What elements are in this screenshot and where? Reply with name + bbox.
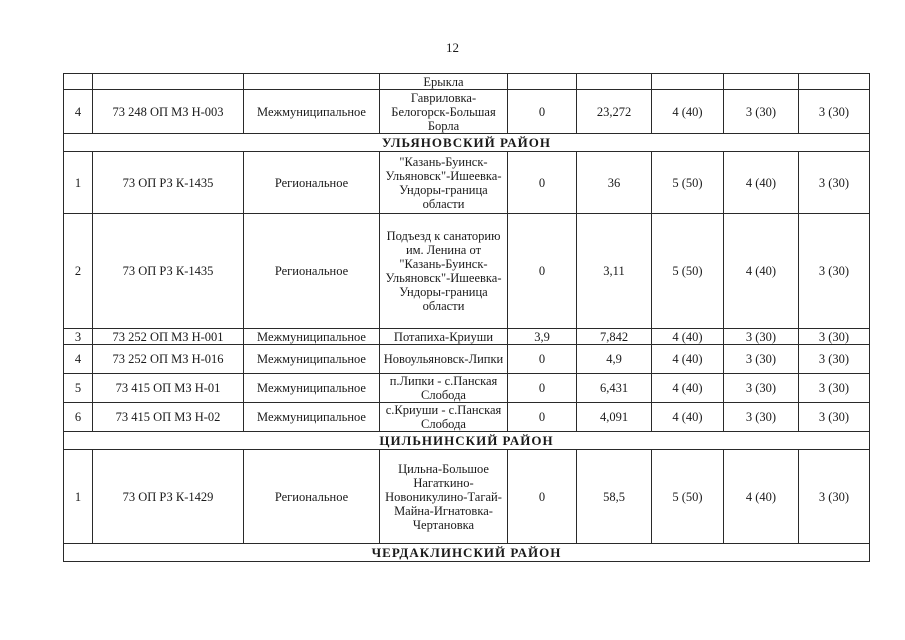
table-row	[64, 74, 870, 90]
road-name-cell: "Казань-Буинск-Ульяновск"-Ишеевка-Ундоры-граница области	[380, 152, 508, 214]
road-id-cell: 73 ОП РЗ К-1435	[93, 152, 244, 214]
length-cell: 6,431	[577, 374, 652, 403]
length-cell: 36	[577, 152, 652, 214]
road-id-cell: 73 ОП РЗ К-1435	[93, 214, 244, 329]
rating-cell: 4 (40)	[652, 374, 724, 403]
table-row	[64, 403, 870, 432]
table-row	[64, 450, 870, 544]
road-name-cell: п.Липки - с.Панская Слобода	[380, 374, 508, 403]
table-row	[64, 329, 870, 345]
rating-cell: 5 (50)	[652, 450, 724, 544]
rating-cell: 3 (30)	[724, 329, 799, 345]
road-id-cell	[93, 74, 244, 90]
rating-cell: 3 (30)	[724, 374, 799, 403]
rating-cell: 3 (30)	[799, 450, 870, 544]
length-cell: 23,272	[577, 90, 652, 134]
row-number-cell: 1	[64, 152, 93, 214]
road-type-cell: Региональное	[244, 152, 380, 214]
road-name-cell: Гавриловка-Белогорск-Большая Борла	[380, 90, 508, 134]
road-id-cell: 73 415 ОП МЗ Н-02	[93, 403, 244, 432]
value-cell: 0	[508, 345, 577, 374]
district-title: ЦИЛЬНИНСКИЙ РАЙОН	[64, 432, 870, 450]
road-id-cell: 73 248 ОП МЗ Н-003	[93, 90, 244, 134]
road-type-cell: Региональное	[244, 450, 380, 544]
road-id-cell: 73 252 ОП МЗ Н-016	[93, 345, 244, 374]
roads-table	[63, 73, 870, 562]
row-number-cell: 3	[64, 329, 93, 345]
rating-cell: 4 (40)	[724, 450, 799, 544]
road-name-cell: Подъезд к санаторию им. Ленина от "Казань-Буинск-Ульяновск"-Ишеевка-Ундоры-граница области	[380, 214, 508, 329]
rating-cell: 5 (50)	[652, 214, 724, 329]
length-cell: 4,9	[577, 345, 652, 374]
road-name-cell: Цильна-Большое Нагаткино-Новоникулино-Тагай-Майна-Игнатовка-Чертановка	[380, 450, 508, 544]
rating-cell: 4 (40)	[724, 214, 799, 329]
district-header-row	[64, 134, 870, 152]
table-row	[64, 345, 870, 374]
road-name-cell: Ерыкла	[380, 74, 508, 90]
value-cell: 0	[508, 152, 577, 214]
road-name-cell: Потапиха-Криуши	[380, 329, 508, 345]
district-header-row	[64, 544, 870, 562]
district-header-row	[64, 432, 870, 450]
rating-cell: 4 (40)	[724, 152, 799, 214]
rating-cell: 3 (30)	[799, 374, 870, 403]
road-id-cell: 73 252 ОП МЗ Н-001	[93, 329, 244, 345]
rating-cell: 3 (30)	[799, 345, 870, 374]
rating-cell: 3 (30)	[724, 403, 799, 432]
rating-cell	[724, 74, 799, 90]
row-number-cell: 4	[64, 345, 93, 374]
value-cell: 0	[508, 403, 577, 432]
rating-cell: 4 (40)	[652, 345, 724, 374]
rating-cell: 3 (30)	[799, 152, 870, 214]
rating-cell: 3 (30)	[799, 214, 870, 329]
value-cell: 0	[508, 374, 577, 403]
road-type-cell: Региональное	[244, 214, 380, 329]
road-name-cell: с.Криуши - с.Панская Слобода	[380, 403, 508, 432]
district-title: УЛЬЯНОВСКИЙ РАЙОН	[64, 134, 870, 152]
road-type-cell: Межмуниципальное	[244, 374, 380, 403]
row-number-cell: 4	[64, 90, 93, 134]
road-type-cell: Межмуниципальное	[244, 90, 380, 134]
value-cell: 0	[508, 214, 577, 329]
road-type-cell: Межмуниципальное	[244, 403, 380, 432]
value-cell	[508, 74, 577, 90]
row-number-cell	[64, 74, 93, 90]
road-id-cell: 73 ОП РЗ К-1429	[93, 450, 244, 544]
rating-cell: 3 (30)	[724, 90, 799, 134]
length-cell: 7,842	[577, 329, 652, 345]
length-cell: 58,5	[577, 450, 652, 544]
value-cell: 0	[508, 450, 577, 544]
rating-cell: 4 (40)	[652, 90, 724, 134]
rating-cell: 3 (30)	[799, 329, 870, 345]
road-id-cell: 73 415 ОП МЗ Н-01	[93, 374, 244, 403]
rating-cell: 4 (40)	[652, 403, 724, 432]
rating-cell: 5 (50)	[652, 152, 724, 214]
rating-cell: 4 (40)	[652, 329, 724, 345]
rating-cell: 3 (30)	[799, 403, 870, 432]
length-cell: 3,11	[577, 214, 652, 329]
length-cell: 4,091	[577, 403, 652, 432]
rating-cell: 3 (30)	[799, 90, 870, 134]
row-number-cell: 1	[64, 450, 93, 544]
table-row	[64, 214, 870, 329]
table-row	[64, 152, 870, 214]
rating-cell	[652, 74, 724, 90]
value-cell: 0	[508, 90, 577, 134]
rating-cell	[799, 74, 870, 90]
district-title: ЧЕРДАКЛИНСКИЙ РАЙОН	[64, 544, 870, 562]
page-number: 12	[446, 40, 459, 55]
row-number-cell: 6	[64, 403, 93, 432]
road-type-cell	[244, 74, 380, 90]
road-type-cell: Межмуниципальное	[244, 329, 380, 345]
road-name-cell: Новоульяновск-Липки	[380, 345, 508, 374]
road-type-cell: Межмуниципальное	[244, 345, 380, 374]
row-number-cell: 2	[64, 214, 93, 329]
table-row	[64, 374, 870, 403]
length-cell	[577, 74, 652, 90]
rating-cell: 3 (30)	[724, 345, 799, 374]
value-cell: 3,9	[508, 329, 577, 345]
row-number-cell: 5	[64, 374, 93, 403]
table-row	[64, 90, 870, 134]
